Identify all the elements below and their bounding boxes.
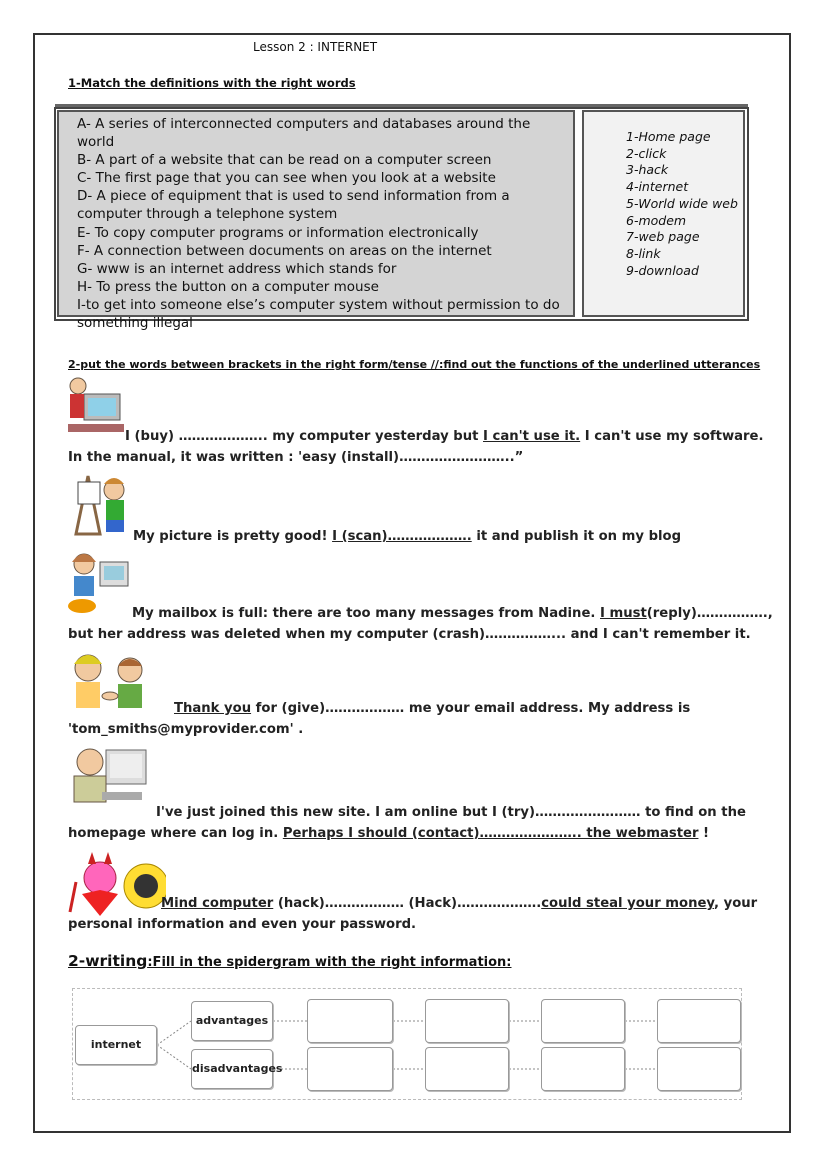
exercise-6: Mind computer (hack)……………… (Hack)……………….could steal your money, your personal information and even your password. <box>68 896 758 932</box>
exercise-5: I've just joined this new site. I am online but I (try)…………………… to find on the homepage where can log in. Perhaps I should (contact)………………….. the webmaster ! <box>68 805 746 841</box>
spidergram <box>72 988 742 1100</box>
spider-blank-box[interactable] <box>657 1047 741 1091</box>
spider-blank-box[interactable] <box>541 999 625 1043</box>
spider-blank-box[interactable] <box>307 1047 393 1091</box>
definition-b: B- A part of a website that can be read on a computer screen <box>77 152 492 169</box>
exercise-4: Thank you for (give)……………… me your email address. My address is 'tom_smiths@myprovider.com' . <box>68 701 691 737</box>
definition-d: D- A piece of equipment that is used to send information from a computer through a telephone system <box>77 188 510 223</box>
word-item: 6-modem <box>626 212 687 228</box>
spider-center-internet: internet <box>75 1025 157 1065</box>
definition-c: C- The first page that you can see when you look at a website <box>77 170 496 187</box>
exercise-3: My mailbox is full: there are too many messages from Nadine. I must(reply)……………., but her address was deleted when my computer (crash)……………... and I can't remember it. <box>68 606 773 642</box>
spidergram-connectors <box>73 989 743 1101</box>
lesson-title: Lesson 2 : INTERNET <box>253 40 378 54</box>
spider-blank-box[interactable] <box>425 1047 509 1091</box>
definition-a: A- A series of interconnected computers and databases around the world <box>77 116 531 151</box>
spider-branch-advantages: advantages <box>191 1001 273 1041</box>
section1-heading: 1-Match the definitions with the right words <box>68 76 356 90</box>
word-item: 9-download <box>626 262 699 278</box>
spider-branch-disadvantages: disadvantages <box>191 1049 273 1089</box>
painting-kid-clipart <box>70 470 132 540</box>
section2-heading: 2-put the words between brackets in the right form/tense //:find out the functions of the underlined utterances <box>68 358 761 371</box>
words-box <box>582 110 745 317</box>
word-item: 4-internet <box>626 179 689 195</box>
word-item: 8-link <box>626 245 661 261</box>
word-item: 3-hack <box>626 162 669 178</box>
old-man-computer-clipart <box>66 742 156 812</box>
definition-e: E- To copy computer programs or information electronically <box>77 224 479 241</box>
word-item: 5-World wide web <box>626 195 738 211</box>
exercise-2: My picture is pretty good! I (scan)………………. it and publish it on my blog <box>133 529 682 544</box>
spider-blank-box[interactable] <box>541 1047 625 1091</box>
definition-i: I-to get into someone else’s computer system without permission to do something illegal <box>77 296 560 332</box>
word-item: 1-Home page <box>626 129 711 144</box>
exercise-1: I (buy) ……………….. my computer yesterday but I can't use it. I can't use my software. In the manual, it was written : 'easy (install)……………………..” <box>68 429 764 465</box>
definitions-box <box>57 110 575 332</box>
word-item: 7-web page <box>626 229 700 245</box>
word-item: 2-click <box>626 145 667 161</box>
spider-blank-box[interactable] <box>657 999 741 1043</box>
definition-g: G- www is an internet address which stands for <box>77 260 397 277</box>
writing-heading: 2-writing:Fill in the spidergram with the right information: <box>68 952 512 970</box>
spider-blank-box[interactable] <box>307 999 393 1043</box>
definition-h: H- To press the button on a computer mouse <box>77 278 379 295</box>
definition-f: F- A connection between documents on areas on the internet <box>77 242 492 259</box>
spider-blank-box[interactable] <box>425 999 509 1043</box>
